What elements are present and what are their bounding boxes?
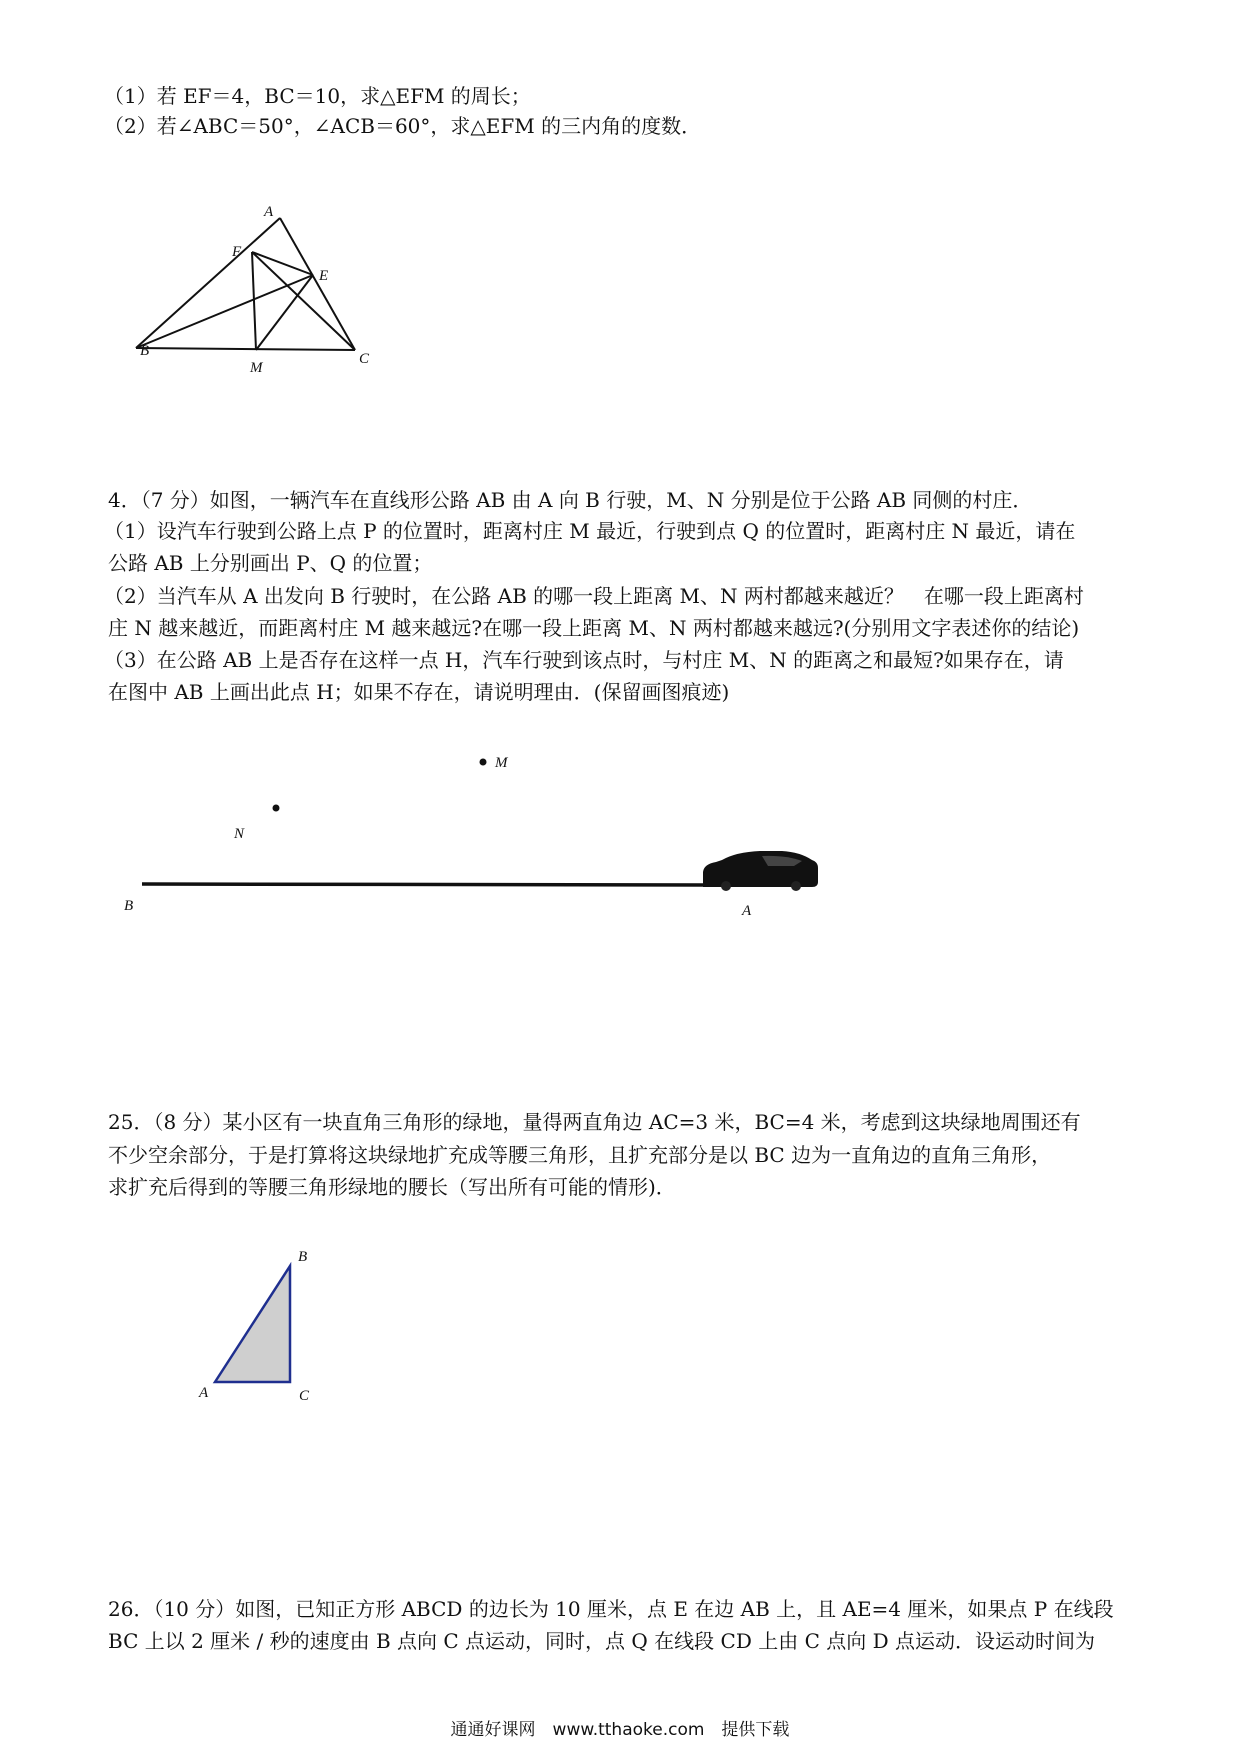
q26-line1: 26．（10 分）如图，已知正方形 ABCD 的边长为 10 厘米，点 E 在边 AB 上，且 AE=4 厘米，如果点 P 在线段 [108, 1597, 1114, 1621]
label-f: F [232, 244, 242, 260]
label-n: N [234, 826, 245, 842]
label-a: A [264, 204, 274, 220]
label-a: A [742, 903, 752, 919]
page-footer: 通通好课网 www.tthaoke.com 提供下载 [450, 1720, 790, 1740]
q25-line2: 不少空余部分，于是打算将这块绿地扩充成等腰三角形，且扩充部分是以 BC 边为一直角边的直角三角形， [108, 1143, 1052, 1167]
green-area-triangle [215, 1266, 290, 1382]
label-e: E [319, 268, 329, 284]
label-c: C [359, 351, 370, 367]
q25-line3: 求扩充后得到的等腰三角形绿地的腰长（写出所有可能的情形)． [108, 1175, 676, 1199]
q24-part1-b: 公路 AB 上分别画出 P、Q 的位置； [108, 551, 433, 575]
label-b: B [124, 898, 134, 914]
q24-part3-a: （3）在公路 AB 上是否存在这样一点 H，汽车行驶到该点时，与村庄 M、N 的距离之和最短?如果存在，请 [104, 648, 1064, 672]
q25-line1: 25．（8 分）某小区有一块直角三角形的绿地，量得两直角边 AC=3 米，BC=4 米，考虑到这块绿地周围还有 [108, 1110, 1081, 1134]
q3-part1: （1）若 EF＝4，BC＝10，求△EFM 的周长； [104, 84, 531, 108]
q24-part1-a: （1）设汽车行驶到公路上点 P 的位置时，距离村庄 M 最近，行驶到点 Q 的位置时，距离村庄 N 最近，请在 [104, 519, 1076, 543]
label-a: A [199, 1385, 209, 1401]
label-c: C [299, 1388, 310, 1404]
q3-part2: （2）若∠ABC＝50°，∠ACB＝60°，求△EFM 的三内角的度数． [104, 114, 702, 138]
q24-title: 4．（7 分）如图，一辆汽车在直线形公路 AB 由 A 向 B 行驶，M、N 分别是位于公路 AB 同侧的村庄． [108, 488, 1033, 512]
label-b: B [298, 1249, 308, 1265]
q26-line2: BC 上以 2 厘米 / 秒的速度由 B 点向 C 点运动，同时，点 Q 在线段 CD 上由 C 点向 D 点运动．设运动时间为 [108, 1629, 1095, 1653]
q24-part2-a: （2）当汽车从 A 出发向 B 行驶时，在公路 AB 的哪一段上距离 M、N 两村都越来越近？ 在哪一段上距离村 [104, 584, 1084, 608]
label-m: M [250, 360, 263, 376]
label-b: B [140, 343, 150, 359]
label-m: M [495, 755, 508, 771]
q24-part2-b: 庄 N 越来越近，而距离村庄 M 越来越远?在哪一段上距离 M、N 两村都越来越远?(分别用文字表述你的结论) [108, 616, 1080, 640]
q24-part3-b: 在图中 AB 上画出此点 H；如果不存在，请说明理由．(保留画图痕迹) [108, 680, 730, 704]
